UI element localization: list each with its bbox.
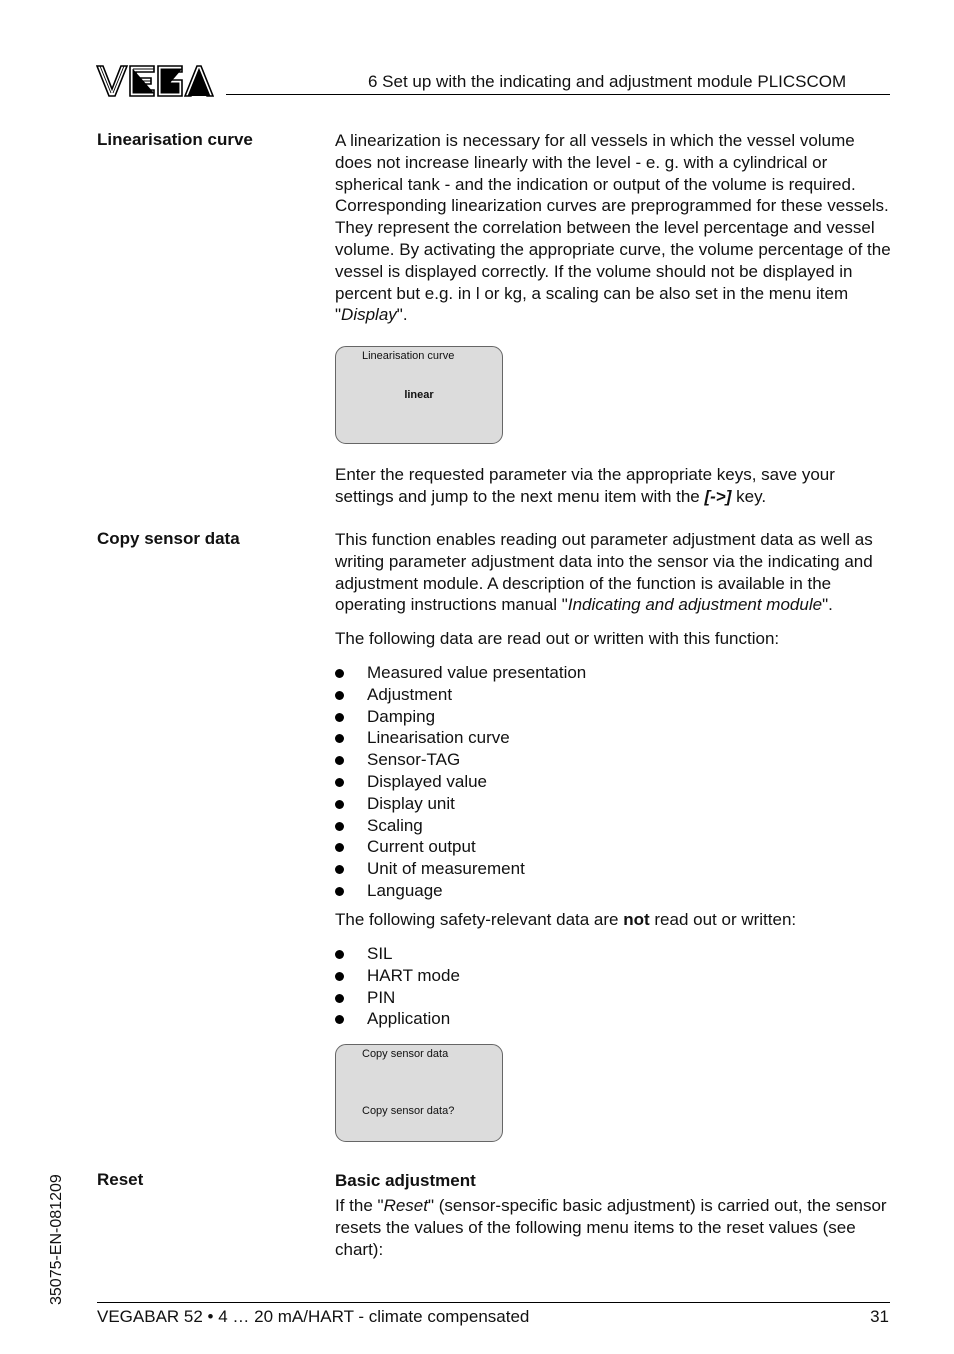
manual-ref: Indicating and adjustment module <box>567 595 823 615</box>
bullet-icon <box>335 843 344 852</box>
next-key: [->] <box>704 486 732 506</box>
section-heading-copy: Copy sensor data <box>97 529 240 548</box>
list-item: Sensor-TAG <box>335 749 586 771</box>
safety-paragraph <box>335 909 895 931</box>
list-item: Adjustment <box>335 684 586 706</box>
section-heading-linearisation: Linearisation curve <box>97 130 253 149</box>
bullet-icon <box>335 691 344 700</box>
safety-text-end: read out or written: <box>649 910 797 929</box>
bullet-icon <box>335 865 344 874</box>
footer-product: VEGABAR 52 • 4 … 20 mA/HART - climate compensated <box>97 1307 530 1326</box>
list-item: SIL <box>335 943 460 965</box>
display-title: Copy sensor data <box>362 1048 449 1060</box>
display-linearisation <box>335 346 503 444</box>
reset-text-end: " (sensor-specific basic adjustment) is carried out, the sensor resets the values of the following menu items to the reset values (see chart): <box>335 1196 887 1259</box>
display-title: Linearisation curve <box>362 350 455 362</box>
bullet-icon <box>335 734 344 743</box>
bullet-icon <box>335 713 344 722</box>
safety-not: not <box>623 910 650 929</box>
list-item: Measured value presentation <box>335 662 586 684</box>
display-copy-sensor <box>335 1044 503 1142</box>
bullet-icon <box>335 972 344 981</box>
list-item: Display unit <box>335 793 586 815</box>
enter-text-end: key. <box>731 486 767 506</box>
header-rule <box>226 94 890 95</box>
bullet-icon <box>335 800 344 809</box>
copy-data-list <box>335 662 586 902</box>
header-title: 6 Set up with the indicating and adjustment module PLICSCOM <box>368 72 847 91</box>
list-item: Linearisation curve <box>335 727 586 749</box>
list-item: HART mode <box>335 965 460 987</box>
reset-text: If the " <box>335 1196 384 1215</box>
list-item: Unit of measurement <box>335 858 586 880</box>
reset-ref: Reset <box>383 1196 428 1215</box>
bullet-icon <box>335 950 344 959</box>
bullet-icon <box>335 887 344 896</box>
copy-following: The following data are read out or written with this function: <box>335 629 780 648</box>
copy-text: This function enables reading out parameter adjustment data as well as writing parameter adjustment data into the sensor via the indicating and adjustment module. A description of the function is available in the operating instructions manual " <box>335 530 873 615</box>
list-item: Displayed value <box>335 771 586 793</box>
bullet-icon <box>335 778 344 787</box>
display-prompt: Copy sensor data? <box>362 1105 455 1117</box>
bullet-icon <box>335 669 344 678</box>
document-id: 35075-EN-081209 <box>48 1174 65 1305</box>
bullet-icon <box>335 756 344 765</box>
reset-paragraph <box>335 1195 895 1260</box>
list-item: Language <box>335 880 586 902</box>
display-value: linear <box>404 389 434 401</box>
list-item: PIN <box>335 987 460 1009</box>
list-item: Current output <box>335 836 586 858</box>
linearisation-text-end: ". <box>396 305 408 325</box>
enter-text: Enter the requested parameter via the appropriate keys, save your settings and jump to the next menu item with the <box>335 465 835 506</box>
section-heading-reset: Reset <box>97 1170 144 1189</box>
footer-rule <box>97 1302 890 1303</box>
list-item: Damping <box>335 706 586 728</box>
copy-text-end: ". <box>822 595 833 615</box>
reset-subheading: Basic adjustment <box>335 1171 476 1190</box>
bullet-icon <box>335 994 344 1003</box>
safety-text: The following safety-relevant data are <box>335 910 624 929</box>
vega-logo <box>96 64 214 98</box>
safety-data-list <box>335 943 460 1030</box>
copy-paragraph <box>335 529 895 616</box>
linearisation-text: A linearization is necessary for all vessels in which the vessel volume does not increase linearly with the level - e. g. with a cylindrical or spherical tank - and the indication or output of the volume is required. Corresponding linearization curves are preprogrammed for these vessels. They represent the correlation between the level percentage and vessel volume. By activating the appropriate curve, the volume percentage of the vessel is displayed correctly. If the volume should not be displayed in percent but e.g. in l or kg, a scaling can be also set in the menu item " <box>335 131 891 325</box>
linearisation-paragraph <box>335 130 895 326</box>
page-number: 31 <box>870 1307 889 1326</box>
display-menu-ref: Display <box>341 305 397 325</box>
bullet-icon <box>335 1015 344 1024</box>
enter-paragraph <box>335 464 895 508</box>
bullet-icon <box>335 822 344 831</box>
list-item: Application <box>335 1008 460 1030</box>
list-item: Scaling <box>335 815 586 837</box>
